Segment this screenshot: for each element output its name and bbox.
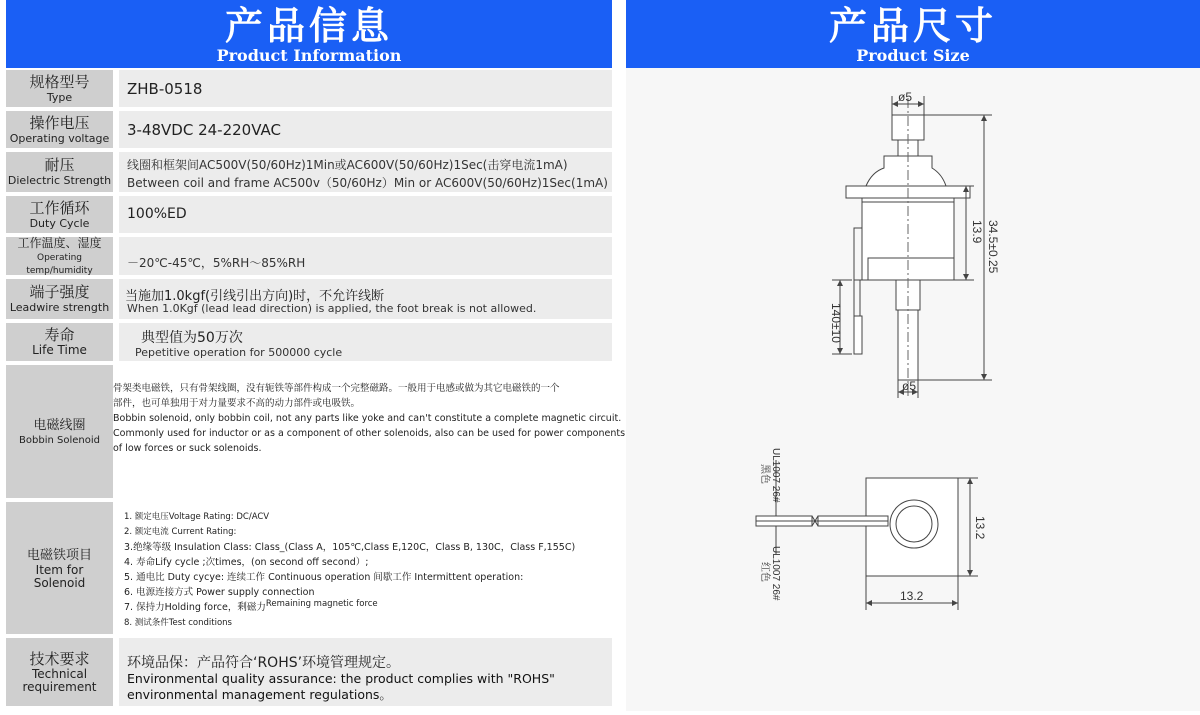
product-size-header <box>626 0 1200 68</box>
dim-34-5: 34.5±0.25 <box>986 220 1000 274</box>
type-value: ZHB-0518 <box>127 80 203 98</box>
dim-140: 140±10 <box>829 303 843 343</box>
label-cn: 技术要求 <box>29 649 90 668</box>
solenoid-items-list <box>124 510 575 631</box>
label-en: requirement <box>22 679 97 694</box>
spec-value <box>119 196 612 233</box>
life-value-en: Pepetitive operation for 500000 cycle <box>135 346 343 359</box>
label-cn: 耐压 <box>44 156 75 174</box>
label-en: Dielectric Strength <box>7 174 112 187</box>
dielectric-value-en: Between coil and frame AC500v（50/60Hz）Min or AC600V(50/60Hz)1Sec(1mA) <box>127 176 608 190</box>
wire-red-color: 红色 <box>759 562 770 582</box>
dim-bottom-diameter: ø5 <box>902 379 917 393</box>
list-item: 6. 电源连接方式 Power supply connection <box>124 587 315 598</box>
bobbin-line: Bobbin solenoid, only bobbin coil, not any parts like yoke and can't constitute a complete magnetic circuit. <box>113 413 622 424</box>
leadwire-value-cn: 当施加1.0kgf(引线引出方向)时，不允许线断 <box>125 289 385 304</box>
dim-13-9: 13.9 <box>970 220 984 244</box>
bobbin-description <box>113 381 625 456</box>
dimension-drawing <box>626 68 1200 711</box>
spec-value <box>119 152 612 192</box>
spec-row-duty <box>6 196 612 233</box>
duty-value: 100%ED <box>127 206 187 222</box>
spec-value <box>119 638 612 706</box>
label-en: Operating voltage <box>9 131 110 145</box>
technical-value-cn: 环境品保：产品符合‘ROHS’环境管理规定。 <box>127 655 401 671</box>
list-item: 1. 额定电压Voltage Rating: DC/ACV <box>124 512 270 522</box>
spec-value <box>119 111 612 148</box>
list-item: 4. 寿命Lify cycle ;次times，(on second off second）; <box>124 557 369 568</box>
spec-label <box>6 70 113 107</box>
list-item: 3.绝缘等级 Insulation Class: Class_(Class A，105℃,Class E,120C，Class B, 130C，Class F,155C) <box>124 542 576 553</box>
dimension-drawing-area <box>626 68 1200 711</box>
label-en: Life Time <box>32 343 87 357</box>
dim-13-2-vertical: 13.2 <box>973 516 987 540</box>
product-info-header <box>6 0 612 68</box>
voltage-value: 3-48VDC 24-220VAC <box>127 121 281 139</box>
header-title-en: Product Information <box>216 46 402 65</box>
bobbin-line: 骨架类电磁铁，只有骨架线圈，没有轭铁等部件构成一个完整磁路。一般用于电感或做为其它电磁铁的一个 <box>113 383 560 394</box>
technical-value-en-1: Environmental quality assurance: the product complies with "ROHS" <box>127 671 555 686</box>
list-item: 2. 额定电流 Current Rating: <box>124 527 237 537</box>
spec-row-bobbin <box>6 365 626 498</box>
header-title-en: Product Size <box>856 46 970 65</box>
label-cn: 规格型号 <box>29 72 90 91</box>
label-cn: 电磁线圈 <box>33 417 86 433</box>
temp-value: －20℃-45℃，5%RH～85%RH <box>127 256 306 270</box>
spec-value <box>119 323 612 361</box>
spec-row-technical <box>6 638 612 706</box>
spec-row-type <box>6 70 612 107</box>
label-en: Type <box>46 90 73 104</box>
label-en: Bobbin Solenoid <box>19 434 100 446</box>
header-title-cn: 产品信息 <box>224 4 393 48</box>
wire-black-color: 黑色 <box>759 464 770 484</box>
technical-value-en-2: environmental management regulations。 <box>127 687 392 702</box>
label-en: Duty Cycle <box>29 216 90 230</box>
remaining-force-text: Remaining magnetic force <box>265 599 378 609</box>
spec-row-life <box>6 323 612 361</box>
spec-label <box>6 152 113 192</box>
spec-label <box>6 279 113 319</box>
bobbin-line: Commonly used for inductor or as a component of other solenoids, also can be used for power components <box>113 428 626 439</box>
label-en: Operating temp/humidity <box>26 252 93 276</box>
label-cn: 电磁铁项目 <box>26 547 92 563</box>
bobbin-line: 部件，也可单独用于对力量要求不高的动力部件或电吸铁。 <box>113 398 361 409</box>
spec-value <box>119 70 612 107</box>
spec-value <box>113 365 626 498</box>
dim-top-diameter: ø5 <box>898 90 913 104</box>
spec-row-dielectric <box>6 152 612 192</box>
label-en: Technical <box>31 666 88 681</box>
spec-row-items <box>6 502 612 634</box>
label-cn: 工作循环 <box>29 198 90 217</box>
dim-13-2-horizontal: 13.2 <box>900 589 924 603</box>
holding-force-text: 7. 保持力Holding force，剩磁力 <box>124 602 266 613</box>
spec-row-leadwire <box>6 279 612 319</box>
list-item: 8. 测试条件Test conditions <box>124 618 232 628</box>
spec-value <box>119 279 612 319</box>
spec-row-voltage <box>6 111 612 148</box>
label-cn: 操作电压 <box>29 113 90 132</box>
bobbin-line: of low forces or suck solenoids. <box>113 443 262 454</box>
spec-label <box>6 502 113 634</box>
spec-value <box>119 502 612 634</box>
label-cn: 端子强度 <box>29 283 90 301</box>
spec-label <box>6 365 113 498</box>
list-item <box>124 600 575 616</box>
spec-label <box>6 237 113 275</box>
header-title-cn: 产品尺寸 <box>828 4 997 48</box>
list-item: 5. 通电比 Duty cycye: 连续工作 Continuous operation 间歇工作 Intermittent operation: <box>124 572 524 583</box>
label-cn: 寿命 <box>44 326 75 344</box>
spec-value <box>119 237 612 275</box>
label-en: Item for <box>35 562 84 577</box>
label-en: Solenoid <box>33 575 86 590</box>
label-cn: 工作温度、湿度 <box>17 235 102 250</box>
spec-label <box>6 638 113 706</box>
spec-label <box>6 196 113 233</box>
dielectric-value-cn: 线圈和框架间AC500V(50/60Hz)1Min或AC600V(50/60Hz)1Sec(击穿电流1mA) <box>127 158 568 172</box>
leadwire-value-en: When 1.0Kgf (lead lead direction) is applied, the foot break is not allowed. <box>127 302 537 315</box>
spec-row-temp <box>6 237 612 275</box>
wire-black-label: UL1007 26# <box>770 448 781 503</box>
wire-red-label: UL1007 26# <box>770 546 781 601</box>
spec-label <box>6 111 113 148</box>
spec-label <box>6 323 113 361</box>
life-value-cn: 典型值为50万次 <box>141 330 243 346</box>
label-en: Leadwire strength <box>9 301 110 314</box>
